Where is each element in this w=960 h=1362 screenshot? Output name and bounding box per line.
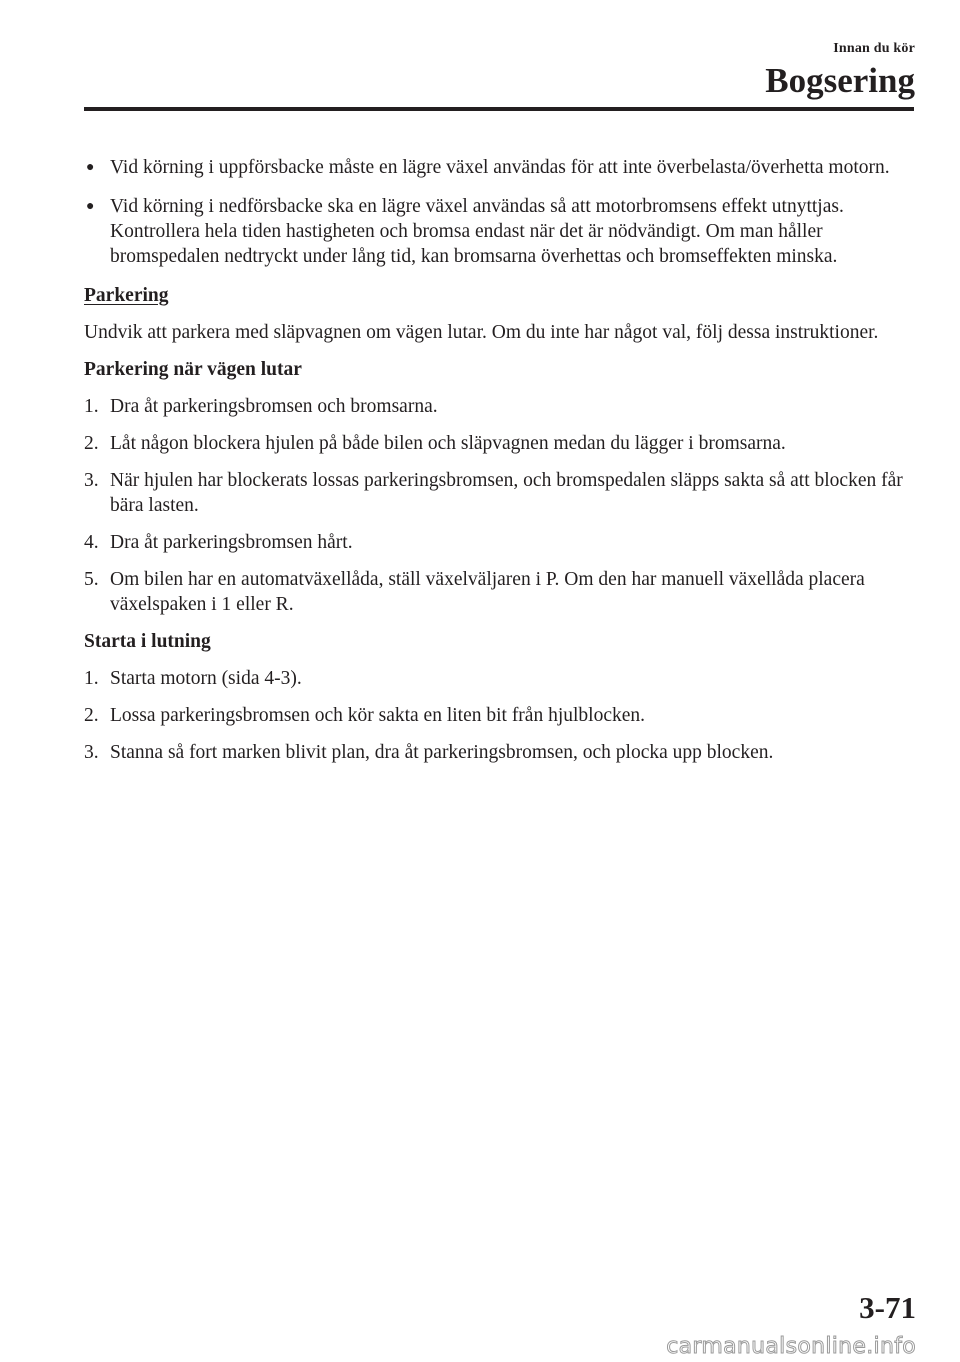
parking-heading: Parkering	[84, 285, 169, 306]
bullet-item	[84, 194, 916, 269]
slope-steps-list	[84, 394, 916, 617]
list-item	[84, 394, 916, 419]
step-text: Lossa parkeringsbromsen och kör sakta en liten bit från hjulblocken.	[110, 705, 646, 726]
slope-start-heading: Starta i lutning	[84, 631, 211, 652]
page-content	[84, 155, 916, 777]
bullet-text: Vid körning i uppförsbacke måste en lägre växel användas för att inte överbelasta/överhetta motorn.	[110, 157, 890, 178]
step-number: 1.	[84, 668, 99, 689]
parking-intro: Undvik att parkera med släpvagnen om vägen lutar. Om du inte har något val, följ dessa instruktioner.	[84, 322, 879, 343]
slope-parking-heading: Parkering när vägen lutar	[84, 359, 302, 380]
header-divider	[84, 107, 914, 111]
list-item	[84, 468, 916, 518]
step-number: 3.	[84, 470, 99, 491]
step-text: När hjulen har blockerats lossas parkeringsbromsen, och bromspedalen släpps sakta så att blocken får bära lasten.	[110, 470, 903, 516]
step-text: Låt någon blockera hjulen på både bilen och släpvagnen medan du lägger i bromsarna.	[110, 433, 786, 454]
list-item	[84, 666, 916, 691]
bullet-list	[84, 155, 916, 269]
step-text: Om bilen har en automatväxellåda, ställ växelväljaren i P. Om den har manuell växellåda placera växelspaken i 1 eller R.	[110, 569, 865, 615]
bullet-text: Vid körning i nedförsbacke ska en lägre växel användas så att motorbromsens effekt utnyttjas. Kontrollera hela tiden hastigheten och bromsa endast när det är nödvändigt. Om man håller bromspedalen nedtryckt under lång tid, kan bromsarna överhettas och bromseffekten minska.	[110, 196, 844, 267]
bullet-dot-icon: ●	[86, 160, 95, 175]
step-number: 2.	[84, 433, 99, 454]
list-item	[84, 740, 916, 765]
step-text: Stanna så fort marken blivit plan, dra åt parkeringsbromsen, och plocka upp blocken.	[110, 742, 774, 763]
list-item	[84, 431, 916, 456]
list-item	[84, 567, 916, 617]
watermark: carmanualsonline.info	[666, 1334, 916, 1359]
step-number: 1.	[84, 396, 99, 417]
page-number: 3-71	[859, 1290, 916, 1325]
step-text: Dra åt parkeringsbromsen hårt.	[110, 532, 353, 553]
step-text: Dra åt parkeringsbromsen och bromsarna.	[110, 396, 438, 417]
step-number: 2.	[84, 705, 99, 726]
page-header	[765, 40, 915, 102]
step-number: 4.	[84, 532, 99, 553]
step-number: 3.	[84, 742, 99, 763]
section-label: Innan du kör	[833, 41, 915, 56]
list-item	[84, 703, 916, 728]
step-number: 5.	[84, 569, 99, 590]
start-steps-list	[84, 666, 916, 765]
chapter-title: Bogsering	[765, 61, 915, 100]
list-item	[84, 530, 916, 555]
step-text: Starta motorn (sida 4-3).	[110, 668, 302, 689]
bullet-item	[84, 155, 916, 180]
bullet-dot-icon: ●	[86, 199, 95, 214]
